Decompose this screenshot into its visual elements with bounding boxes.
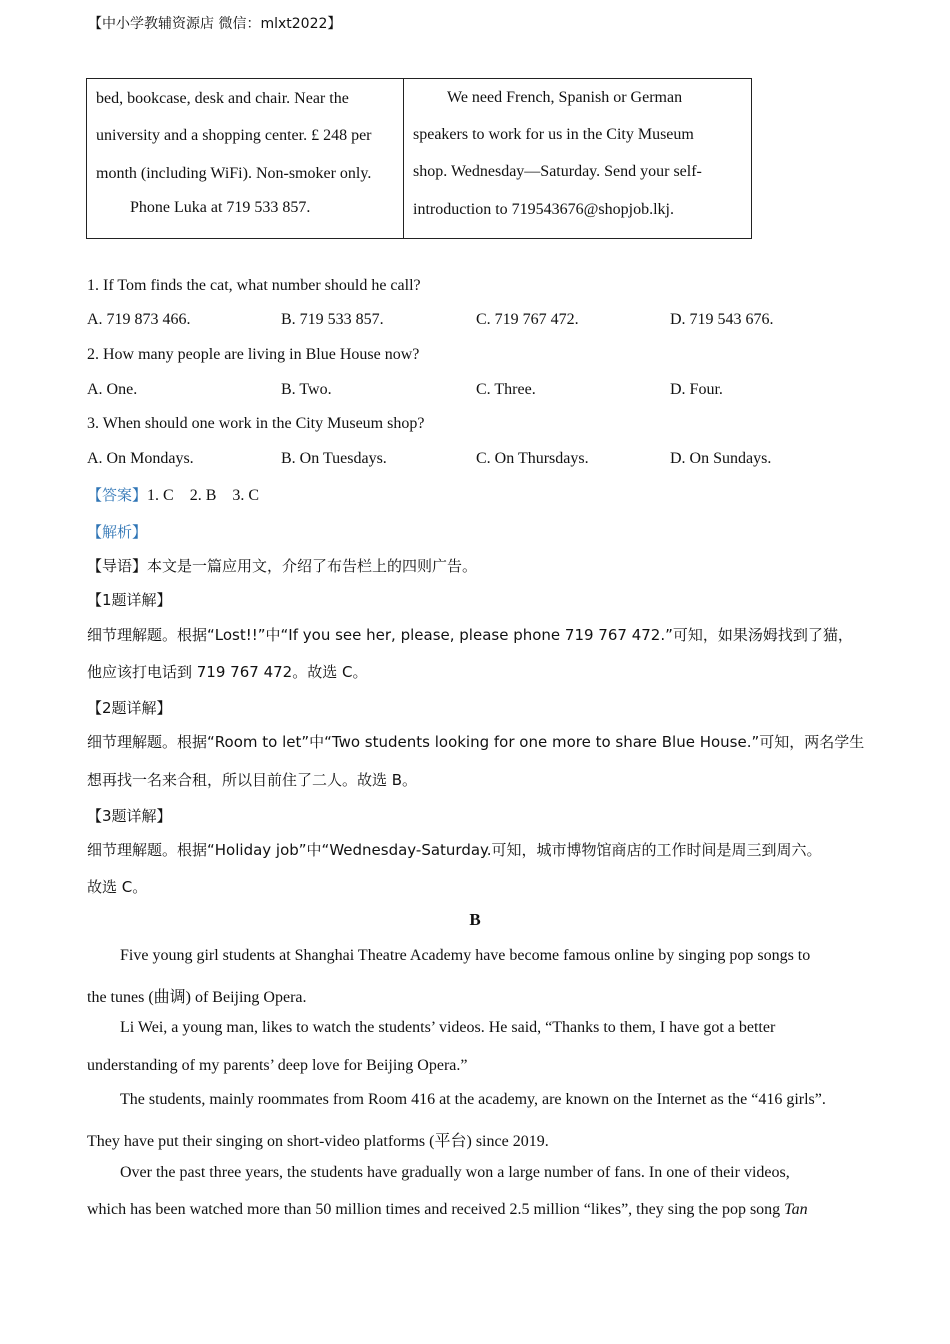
ad-left-line: bed, bookcase, desk and chair. Near the	[96, 90, 349, 107]
passage-line: Five young girl students at Shanghai Theatre Academy have become famous online by singing pop songs to	[120, 947, 811, 964]
question-option: B. 719 533 857.	[281, 311, 384, 328]
question-option: C. On Thursdays.	[476, 450, 589, 467]
explanation-title: 【3题详解】	[87, 807, 172, 825]
explanation-line: 细节理解题。根据“Holiday job”中“Wednesday-Saturday.可知，城市博物馆商店的工作时间是周三到周六。	[87, 841, 822, 859]
answer-line	[87, 484, 259, 505]
passage-line: Over the past three years, the students have gradually won a large number of fans. In one of their videos,	[120, 1164, 790, 1181]
explanation-line: 想再找一名来合租，所以目前住了二人。故选 B。	[87, 771, 418, 789]
question-option: A. On Mondays.	[87, 450, 194, 467]
analysis-intro: 【导语】本文是一篇应用文，介绍了布告栏上的四则广告。	[87, 557, 478, 575]
answer-text: 1. C 2. B 3. C	[147, 487, 260, 504]
ad-left-line: university and a shopping center. £ 248 per	[96, 127, 372, 144]
explanation-title: 【1题详解】	[87, 591, 172, 609]
ad-right-line: shop. Wednesday—Saturday. Send your self-	[413, 163, 702, 180]
passage-line: The students, mainly roommates from Room 416 at the academy, are known on the Internet as the “416 girls”.	[120, 1091, 826, 1108]
question-option: D. On Sundays.	[670, 450, 772, 467]
passage-line: Li Wei, a young man, likes to watch the students’ videos. He said, “Thanks to them, I have got a better	[120, 1019, 776, 1036]
page-header: 【中小学教辅资源店 微信：mlxt2022】	[88, 16, 342, 32]
ad-table	[86, 78, 752, 239]
explanation-line: 细节理解题。根据“Lost!!”中“If you see her, please, please phone 719 767 472.”可知，如果汤姆找到了猫，	[87, 626, 853, 644]
passage-line: They have put their singing on short-video platforms (平台) since 2019.	[87, 1133, 549, 1150]
analysis-tag: 【解析】	[87, 523, 148, 541]
question-stem: 1. If Tom finds the cat, what number should he call?	[87, 277, 421, 294]
ad-right-line: We need French, Spanish or German	[447, 89, 683, 106]
section-heading: B	[469, 910, 481, 929]
question-option: A. One.	[87, 381, 138, 398]
ad-left-line: Phone Luka at 719 533 857.	[130, 199, 311, 216]
passage-line-last	[87, 1201, 808, 1219]
explanation-line: 细节理解题。根据“Room to let”中“Two students looking for one more to share Blue House.”可知，两名学生	[87, 733, 865, 751]
question-option: C. Three.	[476, 381, 536, 398]
question-option: B. On Tuesdays.	[281, 450, 387, 467]
question-option: A. 719 873 466.	[87, 311, 191, 328]
question-option: B. Two.	[281, 381, 332, 398]
explanation-line: 他应该打电话到 719 767 472。故选 C。	[87, 663, 368, 681]
ad-table-divider	[403, 79, 404, 238]
question-stem: 3. When should one work in the City Museum shop?	[87, 415, 425, 432]
song-title-fragment: Tan	[784, 1201, 808, 1218]
question-option: D. 719 543 676.	[670, 311, 774, 328]
question-option: D. Four.	[670, 381, 723, 398]
explanation-title: 【2题详解】	[87, 699, 172, 717]
ad-left-line: month (including WiFi). Non-smoker only.	[96, 165, 372, 182]
ad-right-line: speakers to work for us in the City Museum	[413, 126, 694, 143]
passage-line: which has been watched more than 50 million times and received 2.5 million “likes”, they sing the pop song	[87, 1201, 785, 1218]
question-option: C. 719 767 472.	[476, 311, 579, 328]
passage-line: understanding of my parents’ deep love for Beijing Opera.”	[87, 1057, 468, 1074]
explanation-line: 故选 C。	[87, 878, 148, 896]
ad-right-line: introduction to 719543676@shopjob.lkj.	[413, 201, 674, 218]
question-stem: 2. How many people are living in Blue House now?	[87, 346, 420, 363]
answer-tag: 【答案】	[87, 486, 148, 504]
passage-line: the tunes (曲调) of Beijing Opera.	[87, 989, 307, 1006]
